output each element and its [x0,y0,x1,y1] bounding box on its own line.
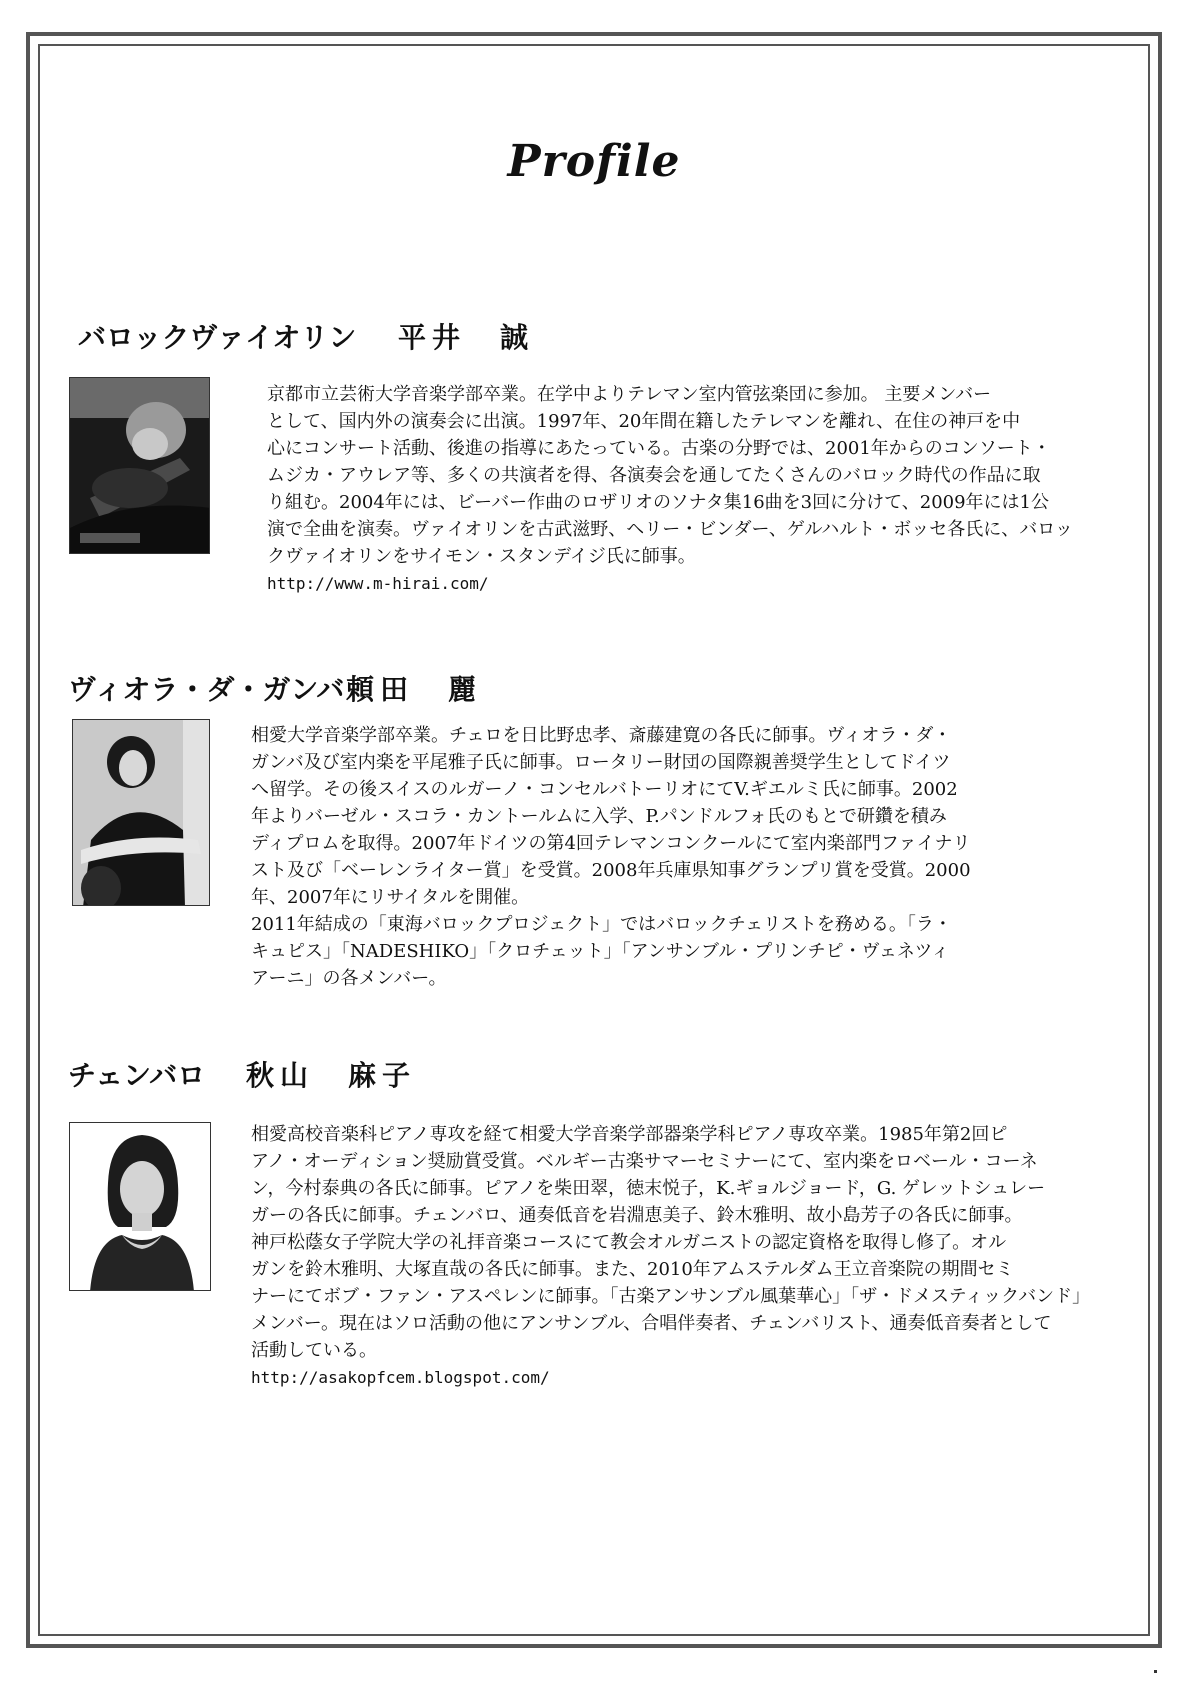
harpsichordist-photo-icon [70,1123,211,1291]
portrait-photo-akiyama [69,1122,211,1291]
profile-heading-akiyama [68,1054,416,1094]
bio-line: り組む。2004年には、ビーバー作曲のロザリオのソナタ集16曲を3回に分けて、2009年には1公 [267,492,1050,513]
bio-line: ナーにてボブ・ファン・アスペレンに師事。「古楽アンサンブル風葉華心」「ザ・ドメスティックバンド」 [251,1286,1091,1307]
bio-line: アーニ」の各メンバー。 [251,968,447,989]
website-link[interactable]: http://www.m-hirai.com/ [267,574,489,593]
bio-line: ン，今村泰典の各氏に師事。ピアノを柴田翠，徳末悦子，K.ギョルジョード，G. ゲレットシュレー [251,1178,1046,1199]
bio-line: 心にコンサート活動、後進の指導にあたっている。古楽の分野では、2001年からのコンソート・ [267,438,1051,459]
bio-line: ガーの各氏に師事。チェンバロ、通奏低音を岩淵恵美子、鈴木雅明、故小島芳子の各氏に師事。 [251,1205,1023,1226]
profile-role: バロックヴァイオリン [78,321,357,354]
bio-line: メンバー。現在はソロ活動の他にアンサンブル、合唱伴奏者、チェンバリスト、通奏低音奏者として [251,1313,1052,1334]
bio-line: 年、2007年にリサイタルを開催。 [251,887,530,908]
website-link[interactable]: http://asakopfcem.blogspot.com/ [251,1368,550,1387]
profile-bio-hirai [267,381,1127,597]
bio-line: 年よりバーゼル・スコラ・カントールムに入学、P.パンドルフォ氏のもとで研鑽を積み [251,806,947,827]
profile-name: 秋山 麻子 [246,1059,417,1092]
bio-line: 京都市立芸術大学音楽学部卒業。在学中よりテレマン室内管弦楽団に参加。 主要メンバー [267,384,992,405]
profile-role: ヴィオラ・ダ・ガンバ [68,673,345,706]
profile-bio-akiyama [251,1121,1141,1391]
corner-mark [1154,1670,1157,1673]
bio-line: 2011年結成の「東海バロックプロジェクト」ではバロックチェリストを務める。「ラ・ [251,914,952,935]
bio-line: ムジカ・アウレア等、多くの共演者を得、各演奏会を通してたくさんのバロック時代の作品に取 [267,465,1041,486]
profile-role: チェンバロ [68,1059,206,1092]
bio-line: として、国内外の演奏会に出演。1997年、20年間在籍したテレマンを離れ、在住の神戸を中 [267,411,1021,432]
bio-line: 活動している。 [251,1340,377,1361]
bio-line: 相愛高校音楽科ピアノ専攻を経て相愛大学音楽学部器楽学科ピアノ専攻卒業。1985年第2回ピ [251,1124,1008,1145]
profile-heading-yorita [68,668,482,708]
bio-line: ガンを鈴木雅明、大塚直哉の各氏に師事。また、2010年アムステルダム王立音楽院の期間セミ [251,1259,1014,1280]
bio-line: キュピス」「NADESHIKO」「クロチェット」「アンサンブル・プリンチピ・ヴェネツィ [251,941,950,962]
bio-line: 神戸松蔭女子学院大学の礼拝音楽コースにて教会オルガニストの認定資格を取得し修了。オル [251,1232,1007,1253]
portrait-photo-yorita [72,719,210,906]
violinist-photo-icon [70,378,210,554]
gamba-player-photo-icon [73,720,210,906]
profile-name: 平井 誠 [398,321,535,354]
bio-line: アノ・オーディション奨励賞受賞。ベルギー古楽サマーセミナーにて、室内楽をロベール・コーネ [251,1151,1038,1172]
bio-line: へ留学。その後スイスのルガーノ・コンセルバトーリオにてV.ギエルミ氏に師事。2002 [251,779,958,800]
bio-line: ディプロムを取得。2007年ドイツの第4回テレマンコンクールにて室内楽部門ファイナリ [251,833,971,854]
bio-line: スト及び「ベーレンライター賞」を受賞。2008年兵庫県知事グランプリ賞を受賞。2000 [251,860,971,881]
profile-heading-hirai [78,316,534,356]
portrait-photo-hirai [69,377,210,554]
bio-line: クヴァイオリンをサイモン・スタンデイジ氏に師事。 [267,546,696,567]
profile-name: 頼田 麗 [346,673,483,706]
bio-line: 相愛大学音楽学部卒業。チェロを日比野忠孝、斎藤建寛の各氏に師事。ヴィオラ・ダ・ [251,725,952,746]
profile-bio-yorita [251,722,1131,992]
bio-line: 演で全曲を演奏。ヴァイオリンを古武滋野、ヘリー・ビンダー、ゲルハルト・ボッセ各氏に、バロッ [267,519,1073,540]
page-title: Profile [507,136,681,187]
bio-line: ガンバ及び室内楽を平尾雅子氏に師事。ロータリー財団の国際親善奨学生としてドイツ [251,752,951,773]
